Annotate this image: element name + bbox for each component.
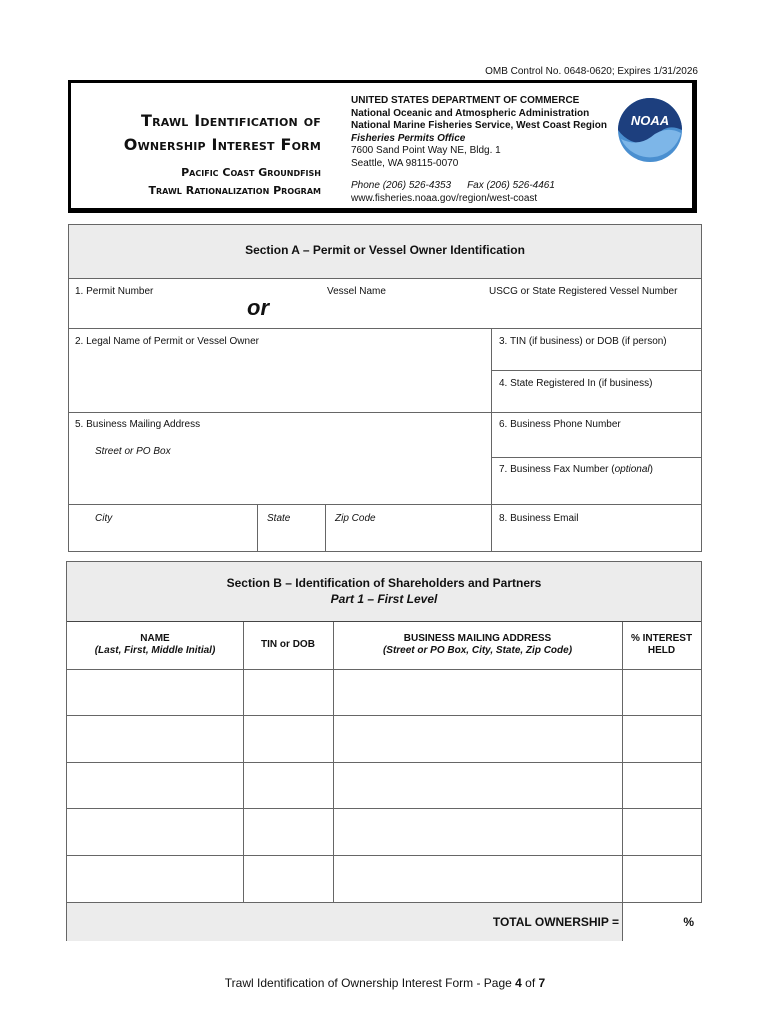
form-header xyxy=(68,80,697,213)
divider xyxy=(491,457,701,458)
section-a-title: Section A – Permit or Vessel Owner Identification xyxy=(245,243,525,257)
column-header-name: NAME (Last, First, Middle Initial) xyxy=(94,633,216,656)
divider xyxy=(491,370,701,371)
title-line-1: Trawl Identification of xyxy=(140,111,321,130)
mailing-address-label: 5. Business Mailing Address xyxy=(75,419,201,430)
divider xyxy=(325,504,326,552)
agency-office: Fisheries Permits Office xyxy=(351,132,466,144)
total-ownership-field[interactable] xyxy=(622,903,702,941)
state-label: State xyxy=(267,513,291,524)
phone-text: Phone (206) 526-4353 xyxy=(351,180,452,191)
column-header-tin: TIN or DOB xyxy=(261,639,315,650)
total-ownership-row xyxy=(67,902,701,941)
page-total: 7 xyxy=(538,976,546,990)
agency-city: Seattle, WA 98115-0070 xyxy=(351,157,459,169)
business-email-label: 8. Business Email xyxy=(499,513,579,524)
street-label: Street or PO Box xyxy=(95,446,171,457)
section-b-subtitle: Part 1 – First Level xyxy=(330,592,438,606)
state-registered-label: 4. State Registered In (if business) xyxy=(499,378,653,389)
agency-department: UNITED STATES DEPARTMENT OF COMMERCE xyxy=(351,95,580,106)
uscg-number-label: USCG or State Registered Vessel Number xyxy=(489,286,678,297)
percent-sign: % xyxy=(683,915,694,929)
program-line-2: Trawl Rationalization Program xyxy=(148,184,321,197)
page-footer: Trawl Identification of Ownership Interest Form - Page 4 of 7 xyxy=(224,976,546,990)
form-title xyxy=(89,109,321,199)
fax-text: Fax (206) 526-4461 xyxy=(467,180,555,191)
section-b-header xyxy=(67,562,701,622)
table-row-divider xyxy=(67,855,701,856)
section-b-title: Section B – Identification of Shareholders and Partners xyxy=(226,576,542,590)
table-row-divider xyxy=(67,715,701,716)
column-header-address: BUSINESS MAILING ADDRESS (Street or PO Box, City, State, Zip Code) xyxy=(382,633,573,656)
divider xyxy=(69,412,701,413)
agency-website: www.fisheries.noaa.gov/region/west-coast xyxy=(351,192,538,204)
divider xyxy=(69,504,701,505)
agency-info xyxy=(351,95,621,205)
or-separator: or xyxy=(247,295,269,320)
agency-nmfs: National Marine Fisheries Service, West Coast Region xyxy=(351,120,608,131)
omb-control-number: OMB Control No. 0648-0620; Expires 1/31/2026 xyxy=(485,66,698,77)
permit-number-label: 1. Permit Number xyxy=(75,286,154,297)
program-line-1: Pacific Coast Groundfish xyxy=(181,166,321,179)
business-fax-label: 7. Business Fax Number (optional) xyxy=(499,464,653,475)
divider xyxy=(491,412,492,552)
section-b xyxy=(66,561,702,941)
tin-dob-label: 3. TIN (if business) or DOB (if person) xyxy=(499,336,667,347)
city-label: City xyxy=(95,513,113,524)
zip-code-label: Zip Code xyxy=(335,513,376,524)
table-row-divider xyxy=(67,762,701,763)
divider xyxy=(257,504,258,552)
page-number: 4 xyxy=(515,976,522,990)
vessel-name-label: Vessel Name xyxy=(327,286,386,297)
title-line-2: Ownership Interest Form xyxy=(123,135,321,154)
agency-noaa: National Oceanic and Atmospheric Administration xyxy=(351,107,590,119)
section-a-header xyxy=(69,225,701,279)
noaa-logo-icon xyxy=(617,97,683,163)
business-phone-label: 6. Business Phone Number xyxy=(499,419,621,430)
total-ownership-label: TOTAL OWNERSHIP = xyxy=(492,915,619,929)
column-header-interest: % INTEREST HELD xyxy=(630,633,693,656)
divider xyxy=(69,328,701,329)
legal-name-label: 2. Legal Name of Permit or Vessel Owner xyxy=(75,336,259,347)
table-row-divider xyxy=(67,808,701,809)
section-a xyxy=(68,224,702,552)
agency-contact xyxy=(351,180,621,193)
table-row-divider xyxy=(67,669,701,670)
noaa-logo-text: NOAA xyxy=(630,113,670,128)
agency-street: 7600 Sand Point Way NE, Bldg. 1 xyxy=(351,145,501,156)
